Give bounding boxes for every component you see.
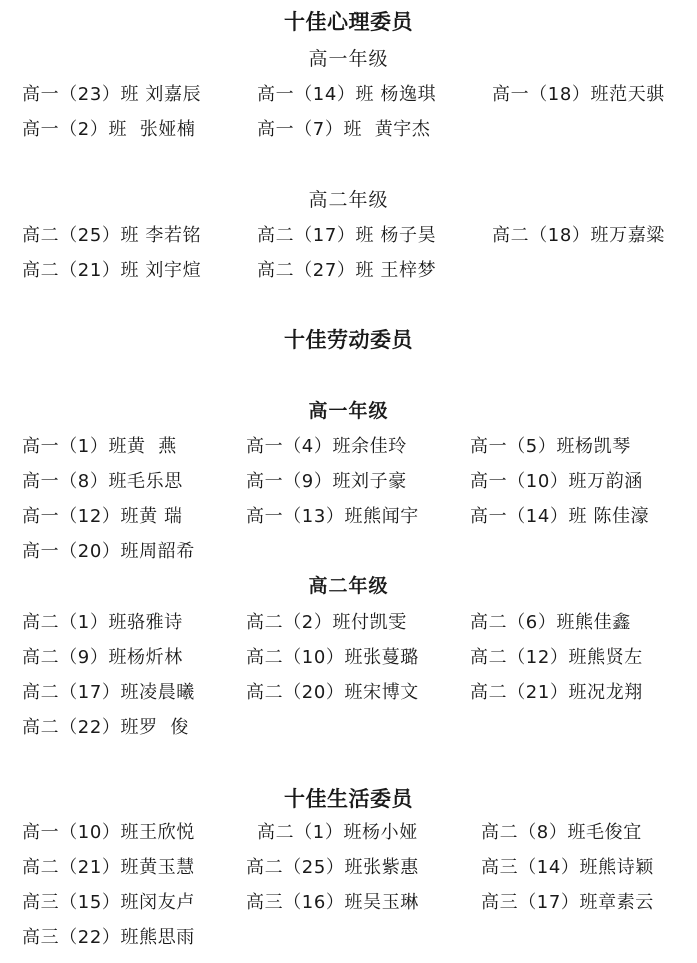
grade-heading-senior-two: 高二年级 (308, 189, 389, 211)
list-item: 高二（20）班宋博文 (246, 682, 419, 703)
list-item: 高一（9）班刘子豪 (246, 471, 407, 492)
list-item: 高三（22）班熊思雨 (22, 927, 195, 948)
list-row (22, 434, 692, 460)
list-row (22, 890, 692, 916)
list-row (22, 504, 692, 530)
list-item: 高二（1）班杨小娅 (257, 822, 418, 843)
list-row (22, 539, 692, 565)
list-item: 高一（20）班周韶希 (22, 541, 195, 562)
list-item: 高一（1）班黄 燕 (22, 436, 177, 457)
list-row (22, 855, 692, 881)
list-row (22, 223, 692, 249)
list-item: 高二（9）班杨炘林 (22, 647, 183, 668)
list-item: 高二（1）班骆雅诗 (22, 612, 183, 633)
list-item: 高一（7）班 黄宇杰 (257, 119, 431, 140)
list-item: 高一（10）班王欣悦 (22, 822, 195, 843)
list-item: 高二（12）班熊贤左 (470, 647, 643, 668)
grade-heading-senior-two: 高二年级 (308, 575, 389, 597)
list-item: 高二（6）班熊佳鑫 (470, 612, 631, 633)
list-row (22, 925, 692, 951)
list-row (22, 645, 692, 671)
list-item: 高一（2）班 张娅楠 (22, 119, 196, 140)
list-item: 高二（10）班张蔓璐 (246, 647, 419, 668)
section-title-labor: 十佳劳动委员 (284, 328, 413, 352)
list-row (22, 469, 692, 495)
list-item: 高二（17）班凌晨曦 (22, 682, 195, 703)
section-title-life: 十佳生活委员 (284, 787, 413, 811)
list-item: 高一（14）班 杨逸琪 (257, 84, 437, 105)
list-item: 高三（16）班吴玉琳 (246, 892, 419, 913)
list-item: 高二（21）班 刘宇煊 (22, 260, 202, 281)
list-item: 高二（8）班毛俊宜 (481, 822, 642, 843)
list-item: 高二（18）班万嘉粱 (492, 225, 665, 246)
grade-heading-senior-one: 高一年级 (308, 48, 389, 70)
list-item: 高一（8）班毛乐思 (22, 471, 183, 492)
list-item: 高一（5）班杨凯琴 (470, 436, 631, 457)
list-row (22, 680, 692, 706)
list-item: 高二（21）班黄玉慧 (22, 857, 195, 878)
list-item: 高二（21）班况龙翔 (470, 682, 643, 703)
list-item: 高一（10）班万韵涵 (470, 471, 643, 492)
list-row (22, 82, 692, 108)
section-title-psychology: 十佳心理委员 (284, 10, 413, 34)
list-item: 高一（23）班 刘嘉辰 (22, 84, 202, 105)
list-item: 高一（12）班黄 瑞 (22, 506, 183, 527)
list-item: 高一（14）班 陈佳濠 (470, 506, 650, 527)
list-item: 高三（14）班熊诗颖 (481, 857, 654, 878)
list-row (22, 715, 692, 741)
list-item: 高二（22）班罗 俊 (22, 717, 189, 738)
list-item: 高一（4）班余佳玲 (246, 436, 407, 457)
list-item: 高一（13）班熊闻宇 (246, 506, 419, 527)
list-item: 高三（17）班章素云 (481, 892, 654, 913)
list-row (22, 258, 692, 284)
list-row (22, 610, 692, 636)
list-item: 高一（18）班范天骐 (492, 84, 665, 105)
list-item: 高二（17）班 杨子昊 (257, 225, 437, 246)
list-item: 高二（2）班付凯雯 (246, 612, 407, 633)
list-item: 高三（15）班闵友卢 (22, 892, 195, 913)
list-row (22, 820, 692, 846)
grade-heading-senior-one: 高一年级 (308, 400, 389, 422)
list-item: 高二（27）班 王梓梦 (257, 260, 437, 281)
list-item: 高二（25）班 李若铭 (22, 225, 202, 246)
list-item: 高二（25）班张紫惠 (246, 857, 419, 878)
list-row (22, 117, 692, 143)
